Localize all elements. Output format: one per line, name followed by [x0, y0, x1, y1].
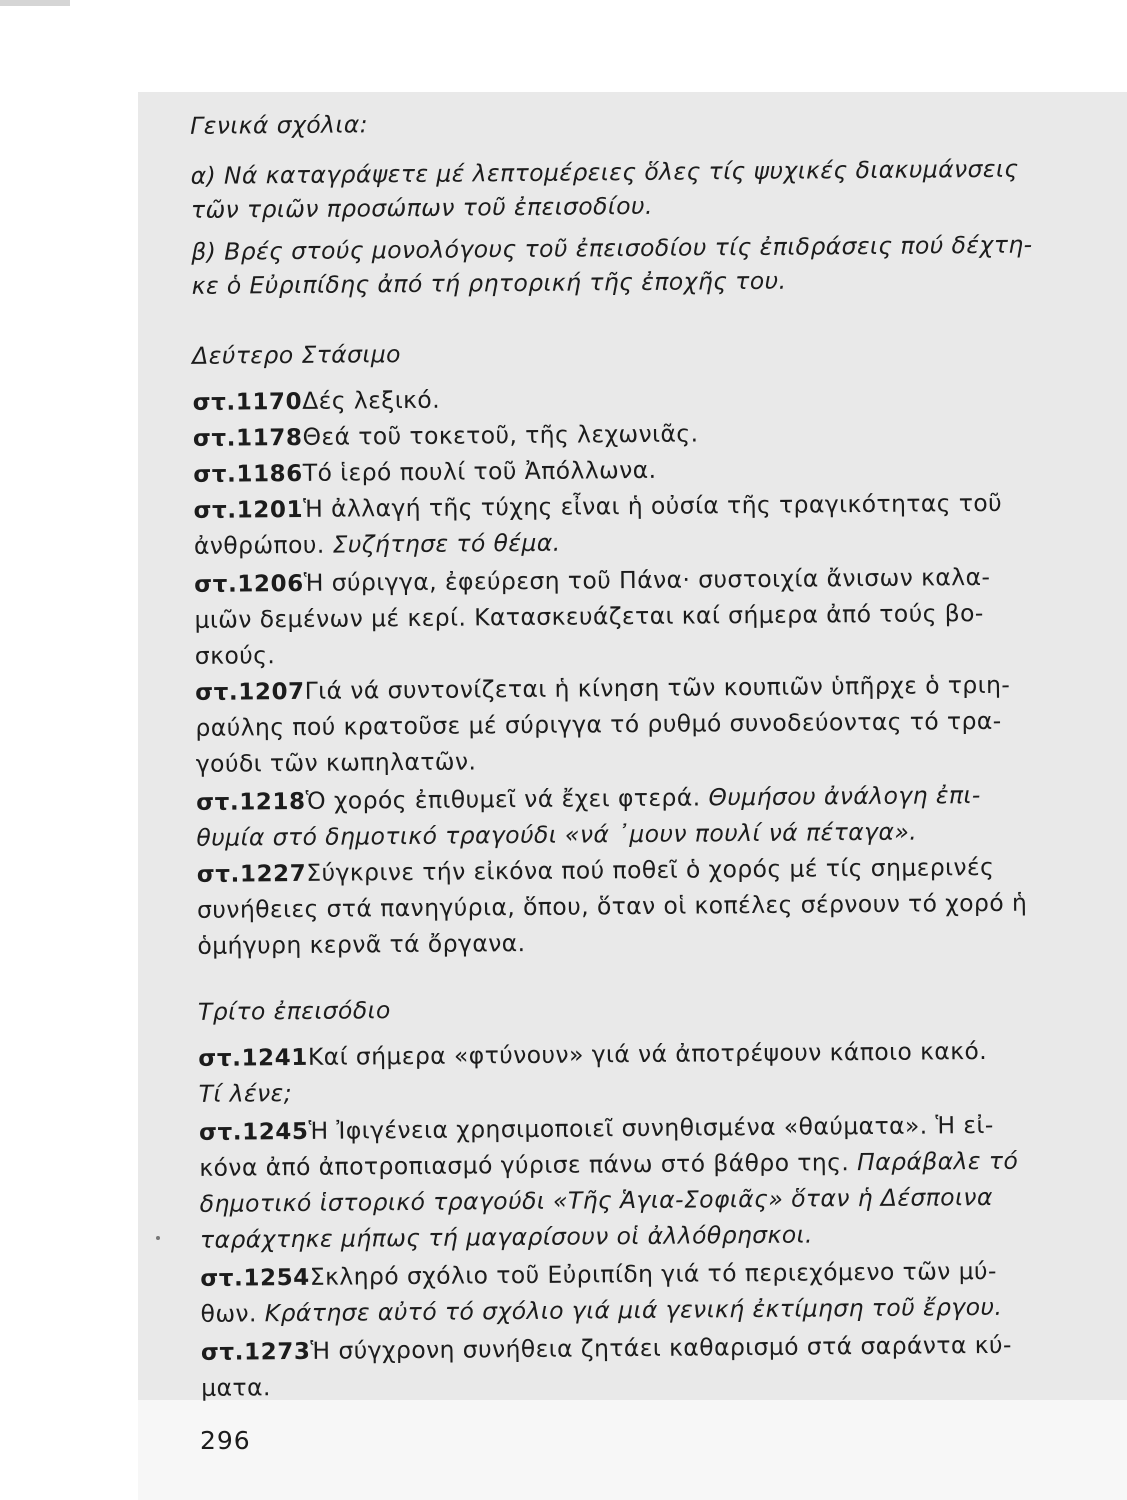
note-text: Ἡ ἀλλαγή τῆς τύχης εἶναι ἡ οὐσία τῆς τραγικότητας τοῦ [303, 488, 1003, 523]
verse-number: 1254 [243, 1264, 310, 1292]
general-comment-a-line1: α) Νά καταγράψετε μέ λεπτομέρειες ὅλες τίς ψυχικές διακυμάνσεις [190, 154, 1019, 190]
note-1201-line2 [194, 529, 561, 560]
note-text: Θεά τοῦ τοκετοῦ, τῆς λεχωνιᾶς. [302, 419, 699, 451]
note-instruction: Κράτησε αὐτό τό σχόλιο γιά μιά γενική ἐκτίμηση τοῦ ἔργου. [264, 1292, 1003, 1328]
scan-speck [156, 1236, 160, 1240]
note-text: Ἡ σύριγγα, ἐφεύρεση τοῦ Πάνα· συστοιχία ἄνισων καλα- [303, 562, 991, 597]
note-text: Δές λεξικό. [302, 385, 441, 415]
note-text: Ὁ χορός ἐπιθυμεῖ νά ἔχει φτερά. [305, 783, 701, 815]
note-1227-line3: ὁμήγυρη κερνᾶ τά ὄργανα. [197, 929, 526, 960]
verse-abbr: στ. [200, 1265, 244, 1292]
verse-number: 1273 [243, 1338, 311, 1366]
verse-abbr: στ. [198, 1045, 242, 1072]
page-background-lower [138, 1400, 1127, 1500]
verse-number: 1227 [239, 860, 307, 888]
verse-number: 1218 [239, 788, 306, 816]
verse-abbr: στ. [193, 461, 237, 488]
note-text: Ἡ σύγχρονη συνήθεια ζητάει καθαρισμό στά σαράντα κύ- [310, 1330, 1012, 1365]
verse-abbr: στ. [193, 497, 237, 524]
note-1218-line2: θυμία στό δημοτικό τραγούδι «νά ᾽μουν πουλί νά πέταγα». [196, 817, 918, 852]
note-text: ἀνθρώπου. [193, 530, 325, 560]
note-1245-line3: δημοτικό ἱστορικό τραγούδι «Τῆς Ἁγια-Σοφιᾶς» ὅταν ἡ Δέσποινα [199, 1182, 993, 1218]
note-text: Καί σήμερα «φτύνουν» γιά νά ἀποτρέψουν κάποιο κακό. [307, 1036, 988, 1071]
verse-number: 1201 [236, 496, 304, 524]
note-text: Σύγκρινε τήν εἰκόνα πού ποθεῖ ὁ χορός μέ τίς σημερινές [306, 852, 995, 887]
note-text: Γιά νά συντονίζεται ἡ κίνηση τῶν κουπιῶν ὑπῆρχε ὁ τριη- [304, 670, 1011, 705]
note-text: κόνα ἀπό ἀποτροπιασμό γύρισε πάνω στό βάθρο της. [199, 1148, 850, 1182]
general-comments-heading: Γενικά σχόλια: [190, 110, 369, 140]
verse-abbr: στ. [192, 389, 236, 416]
note-1245-line4: ταράχτηκε μήπως τή μαγαρίσουν οἱ ἀλλόθρησκοι. [199, 1220, 813, 1254]
note-1178 [193, 419, 699, 451]
note-1207-line2: ραύλης πού κρατοῦσε μέ σύριγγα τό ρυθμό συνοδεύοντας τό τρα- [195, 706, 1002, 742]
verse-number: 1245 [242, 1118, 309, 1146]
note-1206-line2: μιῶν δεμένων μέ κερί. Κατασκευάζεται καί σήμερα ἀπό τούς βο- [194, 598, 984, 634]
verse-abbr: στ. [196, 861, 241, 888]
section-heading-third-episode: Τρίτο ἐπεισόδιο [197, 996, 391, 1026]
verse-number: 1207 [238, 678, 305, 706]
note-1207-line3: γούδι τῶν κωπηλατῶν. [195, 747, 477, 778]
note-instruction: Συζήτησε τό θέμα. [332, 528, 561, 559]
note-1206-line3: σκούς. [194, 641, 276, 670]
note-instruction: Παράβαλε τό [856, 1146, 1019, 1177]
note-1227-line2: συνήθειες στά πανηγύρια, ὅπου, ὅταν οἱ κοπέλες σέρνουν τό χορό ἡ [196, 888, 1028, 924]
note-1241-line2: Τί λένε; [198, 1079, 293, 1108]
verse-abbr: στ. [200, 1339, 245, 1366]
note-text: Σκληρό σχόλιο τοῦ Εὐριπίδη γιά τό περιεχόμενο τῶν μύ- [309, 1256, 997, 1291]
note-1186 [193, 456, 656, 488]
page-number: 296 [200, 1426, 251, 1455]
verse-number: 1178 [235, 424, 303, 452]
verse-number: 1186 [236, 460, 303, 488]
verse-abbr: στ. [196, 789, 240, 816]
note-text: Ἡ Ἰφιγένεια χρησιμοποιεῖ συνηθισμένα «θαύματα». Ἡ εἰ- [308, 1110, 994, 1145]
verse-number: 1206 [237, 570, 304, 598]
verse-abbr: στ. [198, 1119, 243, 1146]
section-heading-second-stasimo: Δεύτερο Στάσιμο [192, 340, 402, 370]
verse-abbr: στ. [195, 679, 239, 706]
general-comment-a-line2: τῶν τριῶν προσώπων τοῦ ἐπεισοδίου. [190, 191, 653, 224]
note-1170 [193, 386, 441, 416]
note-1273-line2: ματα. [201, 1373, 271, 1402]
general-comment-b-line1: β) Βρές στούς μονολόγους τοῦ ἐπεισοδίου τίς ἐπιδράσεις πού δέχτη- [191, 230, 1033, 266]
note-text: Τό ἱερό πουλί τοῦ Ἀπόλλωνα. [302, 455, 657, 487]
note-text: θων. [200, 1299, 257, 1328]
verse-number: 1241 [241, 1044, 309, 1072]
general-comment-b-line2: κε ὁ Εὐριπίδης ἀπό τή ρητορική τῆς ἐποχῆς του. [191, 266, 787, 300]
verse-abbr: στ. [192, 425, 237, 452]
verse-abbr: στ. [194, 571, 238, 598]
note-instruction: Θυμήσου ἀνάλογη ἐπι- [708, 781, 981, 812]
scan-edge-mark [0, 0, 70, 6]
verse-number: 1170 [235, 388, 303, 416]
